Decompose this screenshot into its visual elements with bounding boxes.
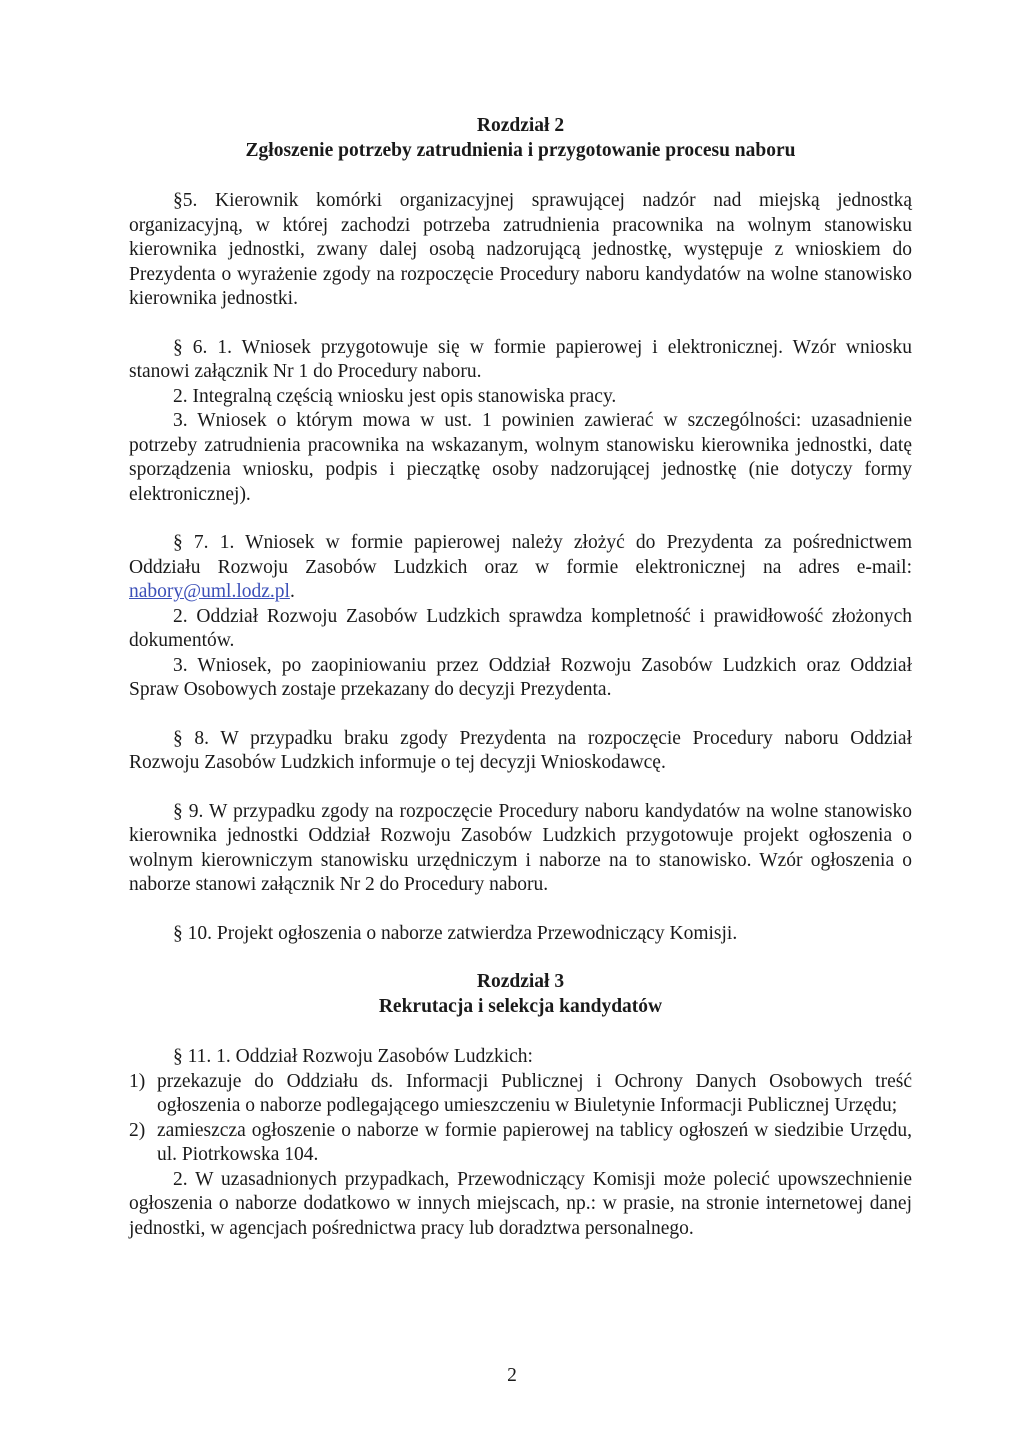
paragraph-11-point-1: § 11. 1. Oddział Rozwoju Zasobów Ludzkich: bbox=[173, 1046, 533, 1067]
paragraph-6-point-3: 3. Wniosek o którym mowa w ust. 1 powinien zawierać w szczególności: uzasadnienie potrzeby zatrudnienia pracownika na wskazanym, wolnym stanowisku kierownika jednostki, datę sporządzenia wniosku, podpis i pieczątkę osoby nadzorującej jednostkę (nie dotyczy formy elektronicznej). bbox=[129, 410, 912, 505]
paragraph-7-point-3: 3. Wniosek, po zaopiniowaniu przez Oddział Rozwoju Zasobów Ludzkich oraz Oddział Spraw Osobowych zostaje przekazany do decyzji Prezydenta. bbox=[129, 654, 912, 700]
paragraph-7-point-2: 2. Oddział Rozwoju Zasobów Ludzkich sprawdza kompletność i prawidłowość złożonych dokumentów. bbox=[129, 605, 912, 651]
paragraph-6-point-2: 2. Integralną częścią wniosku jest opis stanowiska pracy. bbox=[173, 385, 617, 407]
chapter-3-subtitle: Rekrutacja i selekcja kandydatów bbox=[378, 995, 663, 1017]
paragraph-7-point-1 bbox=[129, 531, 912, 605]
paragraph-11-point-2: 2. W uzasadnionych przypadkach, Przewodniczący Komisji może polecić upowszechnienie ogłoszenia o naborze dodatkowo w innych miejscach, np.: w prasie, na stronie internetowej danej jednostki, w agencjach pośrednictwa pracy lub doradztwa personalnego. bbox=[129, 1168, 912, 1239]
list-item-number: 1) bbox=[129, 1070, 146, 1092]
chapter-2-subtitle: Zgłoszenie potrzeby zatrudnienia i przygotowanie procesu naboru bbox=[245, 139, 796, 161]
paragraph-7-point-1-text: § 7. 1. Wniosek w formie papierowej należy złożyć do Prezydenta za pośrednictwem Oddziału Rozwoju Zasobów Ludzkich oraz w formie elektronicznej na adres e-mail: bbox=[129, 532, 912, 578]
paragraph-6-point-1: § 6. 1. Wniosek przygotowuje się w formie papierowej i elektronicznej. Wzór wniosku stanowi załącznik Nr 1 do Procedury naboru. bbox=[129, 336, 912, 382]
paragraph-10: § 10. Projekt ogłoszenia o naborze zatwierdza Przewodniczący Komisji. bbox=[173, 922, 738, 944]
paragraph-9: § 9. W przypadku zgody na rozpoczęcie Procedury naboru kandydatów na wolne stanowisko kierownika jednostki Oddział Rozwoju Zasobów Ludzkich przygotowuje projekt ogłoszenia o wolnym kierowniczym stanowisku urzędniczym i naborze na to stanowisko. Wzór ogłoszenia o naborze stanowi załącznik Nr 2 do Procedury naboru. bbox=[129, 800, 912, 895]
paragraph-8: § 8. W przypadku braku zgody Prezydenta na rozpoczęcie Procedury naboru Oddział Rozwoju Zasobów Ludzkich informuje o tej decyzji Wnioskodawcę. bbox=[129, 727, 912, 773]
page-content bbox=[129, 114, 912, 1241]
list-item-text: przekazuje do Oddziału ds. Informacji Publicznej i Ochrony Danych Osobowych treść ogłoszenia o naborze podlegającego umieszczeniu w Biuletynie Informacji Publicznej Urzędu; bbox=[157, 1070, 912, 1116]
paragraph-7-point-1-end: . bbox=[289, 581, 295, 602]
list-item-text: zamieszcza ogłoszenie o naborze w formie papierowej na tablicy ogłoszeń w siedzibie Urzędu, ul. Piotrkowska 104. bbox=[157, 1119, 912, 1165]
email-link[interactable]: nabory@uml.lodz.pl bbox=[129, 581, 290, 602]
paragraph-5: §5. Kierownik komórki organizacyjnej sprawującej nadzór nad miejską jednostką organizacyjną, w której zachodzi potrzeba zatrudnienia pracownika na wolnym stanowisku kierownika jednostki, zwany dalej osobą nadzorującą jednostkę, występuje z wnioskiem do Prezydenta o wyrażenie zgody na rozpoczęcie Procedury naboru kandydatów na wolne stanowisko kierownika jednostki. bbox=[129, 190, 912, 309]
list-item bbox=[129, 1070, 912, 1119]
list-item-number: 2) bbox=[129, 1119, 146, 1141]
chapter-2-title: Rozdział 2 bbox=[476, 115, 565, 136]
chapter-3-title: Rozdział 3 bbox=[476, 971, 565, 992]
page-number: 2 bbox=[507, 1365, 517, 1386]
list-item bbox=[129, 1119, 912, 1168]
